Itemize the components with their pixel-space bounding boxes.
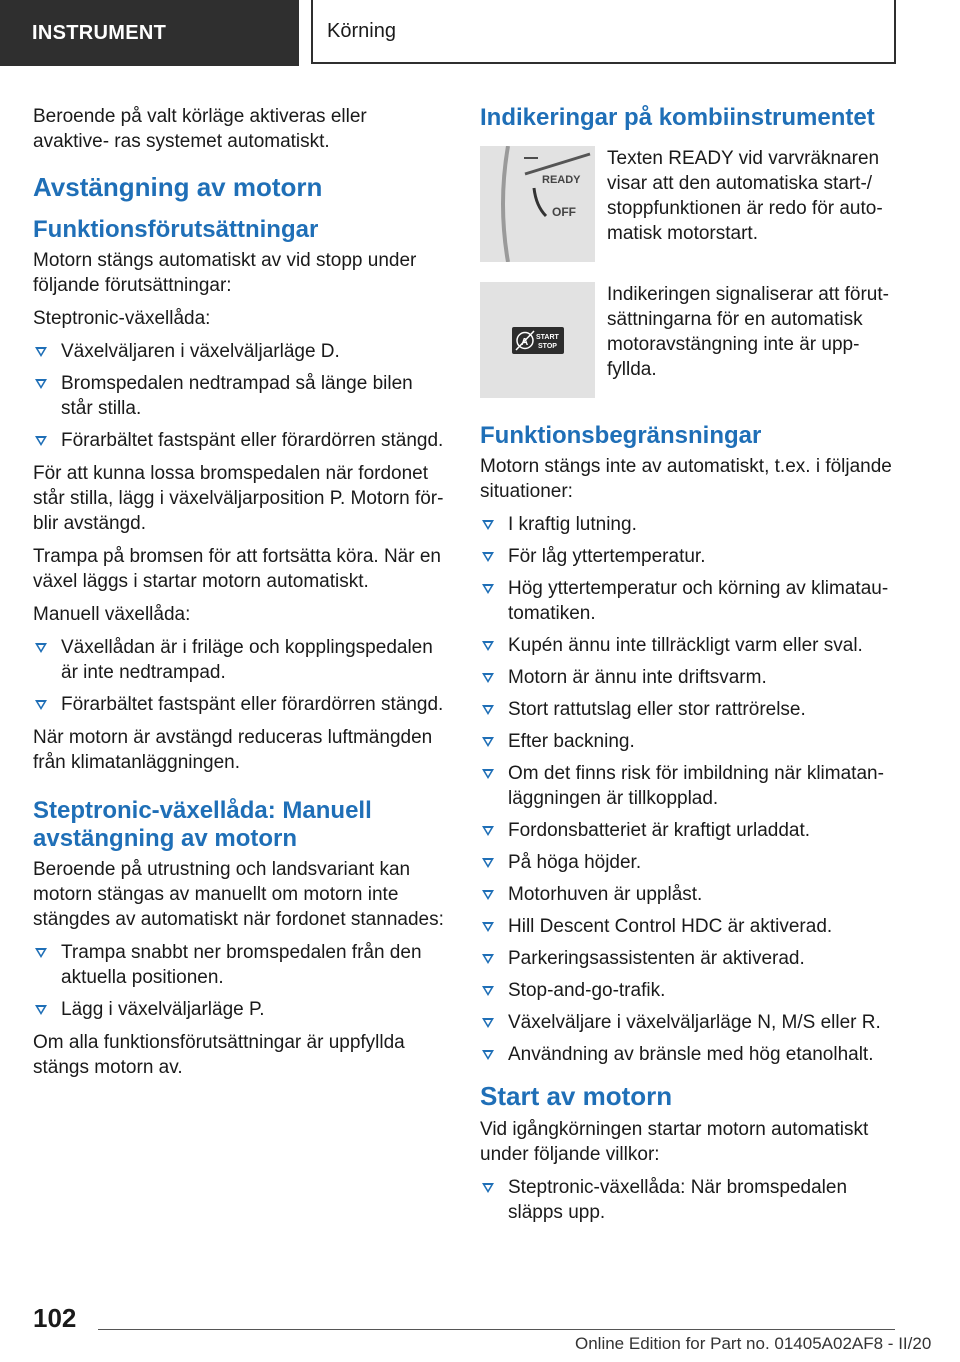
off-label: OFF (552, 205, 576, 219)
start-stop-indicator-image (480, 282, 595, 398)
triangle-bullet-icon (35, 948, 47, 958)
list-item: Motorhuven är upplåst. (480, 882, 895, 907)
right-column (480, 104, 895, 1233)
triangle-bullet-icon (482, 673, 494, 683)
indicator-ready-row (480, 146, 895, 262)
heading-engine-start: Start av motorn (480, 1081, 673, 1111)
heading-conditions: Funktionsförutsättningar (33, 216, 319, 243)
list-item: Fordonsbatteriet är kraftigt urladdat. (480, 818, 895, 843)
edition-label: Online Edition for Part no. 01405A02AF8 - II/20 (575, 1334, 932, 1353)
ready-label: READY (542, 174, 581, 186)
triangle-bullet-icon (482, 986, 494, 996)
start-label: START (536, 334, 559, 341)
page-number: 102 (33, 1303, 77, 1333)
triangle-bullet-icon (482, 922, 494, 932)
triangle-bullet-icon (482, 584, 494, 594)
triangle-bullet-icon (482, 826, 494, 836)
manual-stop-list (33, 940, 445, 1022)
list-item: Motorn är ännu inte driftsvarm. (480, 665, 895, 690)
final-paragraph: Om alla funktionsförutsättningar är uppfyllda stängs motorn av. (33, 1032, 405, 1078)
start-stop-icon (480, 282, 595, 398)
triangle-bullet-icon (482, 520, 494, 530)
list-item: Förarbältet fastspänt eller förardörren stängd. (33, 692, 445, 717)
triangle-bullet-icon (482, 1183, 494, 1193)
list-item: Stop-and-go-trafik. (480, 978, 895, 1003)
list-item: Lägg i växelväljarläge P. (33, 997, 445, 1022)
list-item: Kupén ännu inte tillräckligt varm eller sval. (480, 633, 895, 658)
chapter-tab: Körning (311, 0, 896, 64)
page-header (0, 0, 960, 66)
list-item: Hill Descent Control HDC är aktiverad. (480, 914, 895, 939)
stop-label: STOP (538, 343, 557, 350)
triangle-bullet-icon (482, 552, 494, 562)
list-item: Bromspedalen nedtrampad så länge bilen står stilla. (33, 371, 445, 421)
list-item: Hög yttertemperatur och körning av klimatau- tomatiken. (480, 576, 895, 626)
triangle-bullet-icon (35, 1005, 47, 1015)
heading-limits: Funktionsbegränsningar (480, 422, 762, 449)
section-tab: INSTRUMENT (0, 0, 299, 66)
list-item: Användning av bränsle med hög etanolhalt. (480, 1042, 895, 1067)
list-item: Efter backning. (480, 729, 895, 754)
triangle-bullet-icon (482, 890, 494, 900)
triangle-bullet-icon (35, 347, 47, 357)
airflow-paragraph: När motorn är avstängd reduceras luftmängden från klimatanläggningen. (33, 727, 433, 773)
triangle-bullet-icon (482, 737, 494, 747)
triangle-bullet-icon (482, 1018, 494, 1028)
list-item: Förarbältet fastspänt eller förardörren stängd. (33, 428, 445, 453)
intro-paragraph: Beroende på valt körläge aktiveras eller avaktive- ras systemet automatiskt. (33, 106, 367, 152)
list-item: Parkeringsassistenten är aktiverad. (480, 946, 895, 971)
heading-indicators: Indikeringar på kombiinstrumentet (480, 104, 875, 131)
triangle-bullet-icon (482, 954, 494, 964)
continue-paragraph: Trampa på bromsen för att fortsätta köra. När en växel läggs i startar motorn automatiskt. (33, 546, 441, 592)
footer-divider (98, 1329, 895, 1330)
steptronic-list (33, 339, 445, 453)
limits-list (480, 512, 895, 1067)
list-item: Om det finns risk för imbildning när klimatan- läggningen är tillkopplad. (480, 761, 895, 811)
manual-list (33, 635, 445, 717)
left-column (33, 104, 445, 1088)
manual-label: Manuell växellåda: (33, 604, 191, 625)
triangle-bullet-icon (35, 643, 47, 653)
tachometer-ready-image (480, 146, 595, 262)
list-item: Växelväljare i växelväljarläge N, M/S eller R. (480, 1010, 895, 1035)
list-item: I kraftig lutning. (480, 512, 895, 537)
release-paragraph: För att kunna lossa bromspedalen när fordonet står stilla, lägg i växelväljarposition P. Motorn för- blir avstängd. (33, 463, 444, 534)
list-item: Trampa snabbt ner bromspedalen från den aktuella positionen. (33, 940, 445, 990)
triangle-bullet-icon (35, 700, 47, 710)
list-item: Växelväljaren i växelväljarläge D. (33, 339, 445, 364)
indicator-start-stop-text: Indikeringen signaliserar att förut- sättningarna för en automatisk motoravstängning inte är upp- fyllda. (607, 284, 889, 380)
tachometer-icon (480, 146, 595, 262)
list-item: Växellådan är i friläge och kopplingspedalen är inte nedtrampad. (33, 635, 445, 685)
list-item: På höga höjder. (480, 850, 895, 875)
triangle-bullet-icon (482, 1050, 494, 1060)
steptronic-label: Steptronic-växellåda: (33, 308, 211, 329)
auto-a-label: A (521, 337, 529, 348)
heading-engine-stop: Avstängning av motorn (33, 172, 323, 202)
triangle-bullet-icon (482, 858, 494, 868)
triangle-bullet-icon (482, 705, 494, 715)
indicator-start-stop-row (480, 282, 895, 398)
triangle-bullet-icon (482, 641, 494, 651)
triangle-bullet-icon (35, 379, 47, 389)
triangle-bullet-icon (482, 769, 494, 779)
list-item: För låg yttertemperatur. (480, 544, 895, 569)
heading-manual-stop: Steptronic-växellåda: Manuell avstängning av motorn (33, 797, 372, 852)
list-item: Steptronic-växellåda: När bromspedalen släpps upp. (480, 1175, 895, 1225)
list-item: Stort rattutslag eller stor rattrörelse. (480, 697, 895, 722)
conditions-paragraph: Motorn stängs automatiskt av vid stopp under följande förutsättningar: (33, 250, 417, 296)
start-list (480, 1175, 895, 1225)
triangle-bullet-icon (35, 436, 47, 446)
limits-paragraph: Motorn stängs inte av automatiskt, t.ex. i följande situationer: (480, 456, 892, 502)
start-paragraph: Vid igångkörningen startar motorn automatiskt under följande villkor: (480, 1119, 869, 1165)
manual-stop-paragraph: Beroende på utrustning och landsvariant kan motorn stängas av manuellt om motorn inte stängdes av automatiskt när fordonet stannades: (33, 859, 444, 930)
indicator-ready-text: Texten READY vid varvräknaren visar att den automatiska start-/ stoppfunktionen är redo för auto- matisk motorstart. (607, 148, 883, 244)
